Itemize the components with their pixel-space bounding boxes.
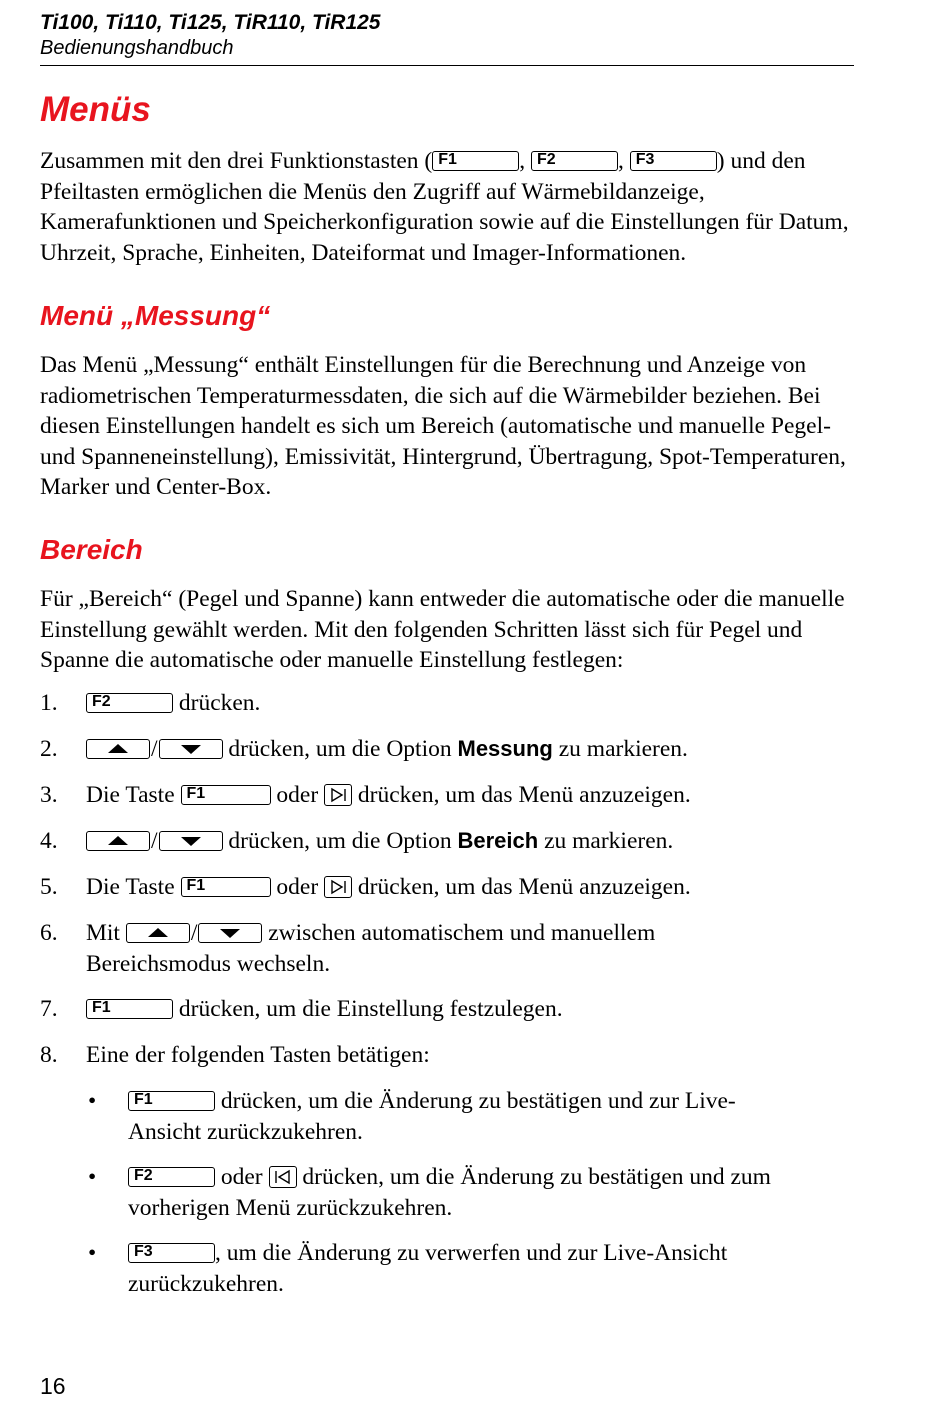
intro-sep1: , xyxy=(519,148,526,174)
f2-key-label: F2 xyxy=(92,693,111,710)
step-text-end: zu markieren. xyxy=(558,736,688,762)
header-subtitle: Bedienungshandbuch xyxy=(40,37,234,59)
step-text: drücken, um die Option xyxy=(228,736,452,762)
f3-key-label: F3 xyxy=(134,1243,153,1260)
f1-key-label: F1 xyxy=(134,1091,153,1108)
f1-key xyxy=(181,785,271,805)
f1-key xyxy=(86,999,173,1019)
f3-key xyxy=(630,151,717,171)
page-number: 16 xyxy=(40,1373,66,1399)
option-messung: Messung xyxy=(457,736,553,761)
f1-key xyxy=(128,1091,215,1111)
bullet-mid: oder xyxy=(220,1164,263,1190)
step-text: drücken, um die Einstellung festzulegen. xyxy=(178,996,563,1022)
f1-key-label: F1 xyxy=(438,151,457,168)
step-text: Eine der folgenden Tasten betätigen: xyxy=(86,1042,430,1068)
slash: / xyxy=(151,828,158,854)
arrow-down-key-icon xyxy=(198,923,262,943)
arrow-up-key-icon xyxy=(86,739,150,759)
step-text: drücken, um das Menü anzuzeigen. xyxy=(357,874,691,900)
bullet-text: drücken, um die Änderung zu bestätigen und zur Live-Ansicht zurückzukehren. xyxy=(128,1088,736,1145)
section-title: Menüs xyxy=(40,90,151,129)
step-text: drücken, um die Option xyxy=(228,828,452,854)
intro-text-part1: Zusammen mit den drei Funktionstasten ( xyxy=(40,148,433,174)
range-title: Bereich xyxy=(40,534,143,565)
step-text-end: zu markieren. xyxy=(544,828,674,854)
step-mid: oder xyxy=(276,874,319,900)
f1-key-label: F1 xyxy=(186,877,206,894)
f2-key xyxy=(128,1167,215,1187)
page-header xyxy=(40,10,854,66)
step-text: drücken. xyxy=(178,690,261,716)
bullet-text: , um die Änderung zu verwerfen und zur Live-Ansicht zurückzukehren. xyxy=(128,1240,728,1297)
step-text: zwischen automatischem und manuellem Bereichsmodus wechseln. xyxy=(86,920,656,977)
bullet-dot: • xyxy=(88,1088,97,1114)
f2-key-label: F2 xyxy=(537,151,556,168)
range-paragraph: Für „Bereich“ (Pegel und Spanne) kann entweder die automatische oder die manuelle Einstellung gewählt werden. Mit den folgenden Schritten lässt sich für Pegel und Spanne die automatische oder manuelle Einstellung festlegen: xyxy=(40,586,845,674)
step-number: 6. xyxy=(40,920,58,946)
step-number: 3. xyxy=(40,782,58,808)
f1-key xyxy=(432,151,519,171)
arrow-down-key-icon xyxy=(159,831,223,851)
bullet-text: drücken, um die Änderung zu bestätigen und zum vorherigen Menü zurückzukehren. xyxy=(128,1164,771,1221)
f1-key-label: F1 xyxy=(186,785,206,802)
step-lead: Die Taste xyxy=(86,874,175,900)
slash: / xyxy=(190,920,198,946)
arrow-left-key-icon xyxy=(269,1166,297,1188)
header-title: Ti100, Ti110, Ti125, TiR110, TiR125 xyxy=(40,11,381,34)
step-number: 4. xyxy=(40,828,58,854)
arrow-down-key-icon xyxy=(159,739,223,759)
step-number: 5. xyxy=(40,874,58,900)
step-lead: Mit xyxy=(86,920,120,946)
step-mid: oder xyxy=(276,782,319,808)
f1-key-label: F1 xyxy=(92,999,111,1016)
option-bereich: Bereich xyxy=(457,828,539,853)
intro-paragraph xyxy=(40,146,852,268)
arrow-up-key-icon xyxy=(126,923,190,943)
step-number: 2. xyxy=(40,736,58,762)
step-number: 8. xyxy=(40,1042,58,1068)
f2-key xyxy=(531,151,618,171)
bullet-dot: • xyxy=(88,1240,97,1266)
f2-key-label: F2 xyxy=(134,1167,153,1184)
step-text: drücken, um das Menü anzuzeigen. xyxy=(357,782,691,808)
intro-sep2: , xyxy=(618,148,624,174)
measure-paragraph: Das Menü „Messung“ enthält Einstellungen für die Berechnung und Anzeige von radiometrischen Temperaturmessdaten, die sich auf die Wärmebilder beziehen. Bei diesen Einstellungen handelt es sich um Bereich (automatische und manuelle Pegel- und Spanneneinstellung), Emissivität, Hintergrund, Übertragung, Spot-Temperaturen, Marker und Center-Box. xyxy=(40,352,846,501)
arrow-right-key-icon xyxy=(324,876,352,898)
bullet-dot: • xyxy=(88,1164,97,1190)
intro-text-part2: ) und den Pfeiltasten ermöglichen die Menüs den Zugriff auf Wärmebildanzeige, Kamerafunktionen und Speicherkonfiguration sowie auf die Einstellungen für Datum, Uhrzeit, Sprache, Einheiten, Dateiformat und Imager-Informationen. xyxy=(40,148,849,266)
f3-key-label: F3 xyxy=(635,151,655,168)
arrow-right-key-icon xyxy=(324,784,352,806)
step-lead: Die Taste xyxy=(86,782,175,808)
f2-key xyxy=(86,693,173,713)
step-number: 1. xyxy=(40,690,58,716)
arrow-up-key-icon xyxy=(86,831,150,851)
f1-key xyxy=(181,877,271,897)
slash: / xyxy=(151,736,158,762)
measure-menu-title: Menü „Messung“ xyxy=(40,300,271,331)
step-number: 7. xyxy=(40,996,58,1022)
f3-key xyxy=(128,1243,215,1263)
